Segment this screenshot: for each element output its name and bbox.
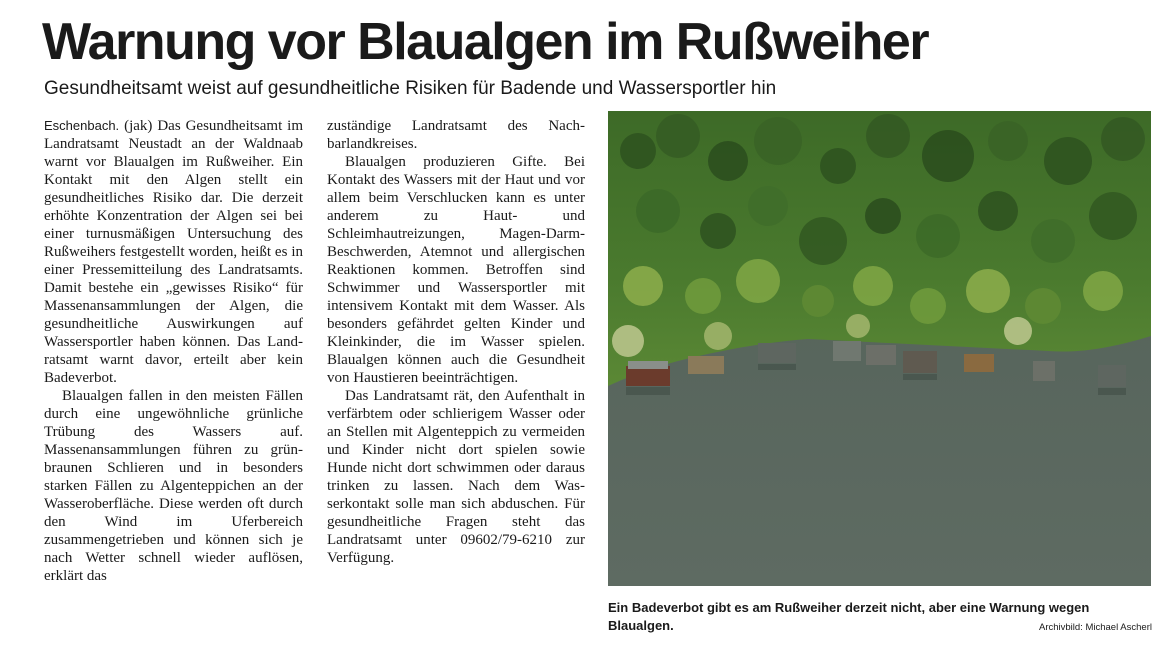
boathouse [688, 356, 724, 374]
dateline: Eschenbach. [44, 118, 120, 133]
paragraph-text: Das Gesundheitsamt im Landratsamt Neustadt an der Waldnaab warnt vor Blaualgen im Rußweiher. Ein Kontakt mit den Algen stellt ein gesundheitliches Risiko dar. Die derzeit erhöhte Konzentration der Algen sei bei einer turnusmäßigen Untersuchung des Rußweihers festgestellt worden, heißt es in einer Pressemitteilung des Landratsamts. Damit bestehe ein „gewisses Risiko“ für Massenansammlungen der Algen, die gesundheitliche Auswirkungen auf Wassersportler haben können. Das Landratsamt warnt davor, erteilt aber kein Badeverbot. [44, 118, 303, 386]
photo-credit: Archivbild: Michael Ascherl [1039, 622, 1152, 633]
boathouse [1033, 361, 1055, 381]
text-column-2 [327, 117, 585, 567]
paragraph: zuständige Landratsamt des Nachbarlandkreises. [327, 118, 585, 152]
headline: Warnung vor Blaualgen im Rußweiher [42, 13, 929, 71]
boathouse [1098, 365, 1126, 387]
photo-caption: Ein Badeverbot gibt es am Rußweiher derzeit nicht, aber eine Warnung wegen Blaualgen. [608, 600, 1090, 633]
paragraph: Blaualgen produzieren Gifte. Bei Kontakt des Wassers mit der Haut und vor allem beim Verschlucken kann es unter anderem zu Haut- und Schleimhautreizungen, Magen-Darm-Beschwerden, Atemnot und allergischen Reaktionen kommen. Betroffen sind Schwimmer und Wassersportler mit intensivem Kontakt mit dem Wasser. Als besonders gefährdet gelten Kinder und Kleinkinder, die im Wasser spielen. Blaualgen können auch die Gesundheit von Haustieren beeinträchtigen. [327, 154, 585, 386]
paragraph: Das Landratsamt rät, den Aufenthalt in verfärbtem oder schlierigem Wasser oder an Stellen mit Algenteppich zu vermeiden und Kinder nicht dort spielen sowie Hunde nicht dort schwimmen oder daraus trinken zu lassen. Nach dem Wasserkontakt solle man sich abduschen. Für gesundheitliche Fragen steht das Landratsamt unter 09602/79-6210 zur Verfügung. [327, 388, 585, 566]
boathouse [964, 354, 994, 372]
subheadline: Gesundheitsamt weist auf gesundheitliche Risiken für Badende und Wassersportler hin [44, 78, 777, 99]
aerial-lake-image [608, 111, 1151, 586]
boathouse [866, 345, 896, 365]
boathouse [903, 351, 937, 373]
lake-photo [608, 111, 1151, 586]
text-column-1 [44, 117, 303, 585]
boathouse [758, 343, 796, 363]
author-tag: (jak) [124, 118, 153, 134]
paragraph [44, 117, 303, 387]
boathouse [833, 341, 861, 361]
paragraph: Blaualgen fallen in den meisten Fällen durch eine ungewöhnliche grünliche Trübung des Wassers auf. Massenansammlungen führen zu grün-braunen Schlieren und in besonders starken Fällen zu Algenteppichen an der Wasseroberfläche. Diese werden oft durch den Wind im Uferbereich zusammengetrieben und können sich je nach Wetter schnell wieder auflösen, erklärt das [44, 388, 303, 584]
